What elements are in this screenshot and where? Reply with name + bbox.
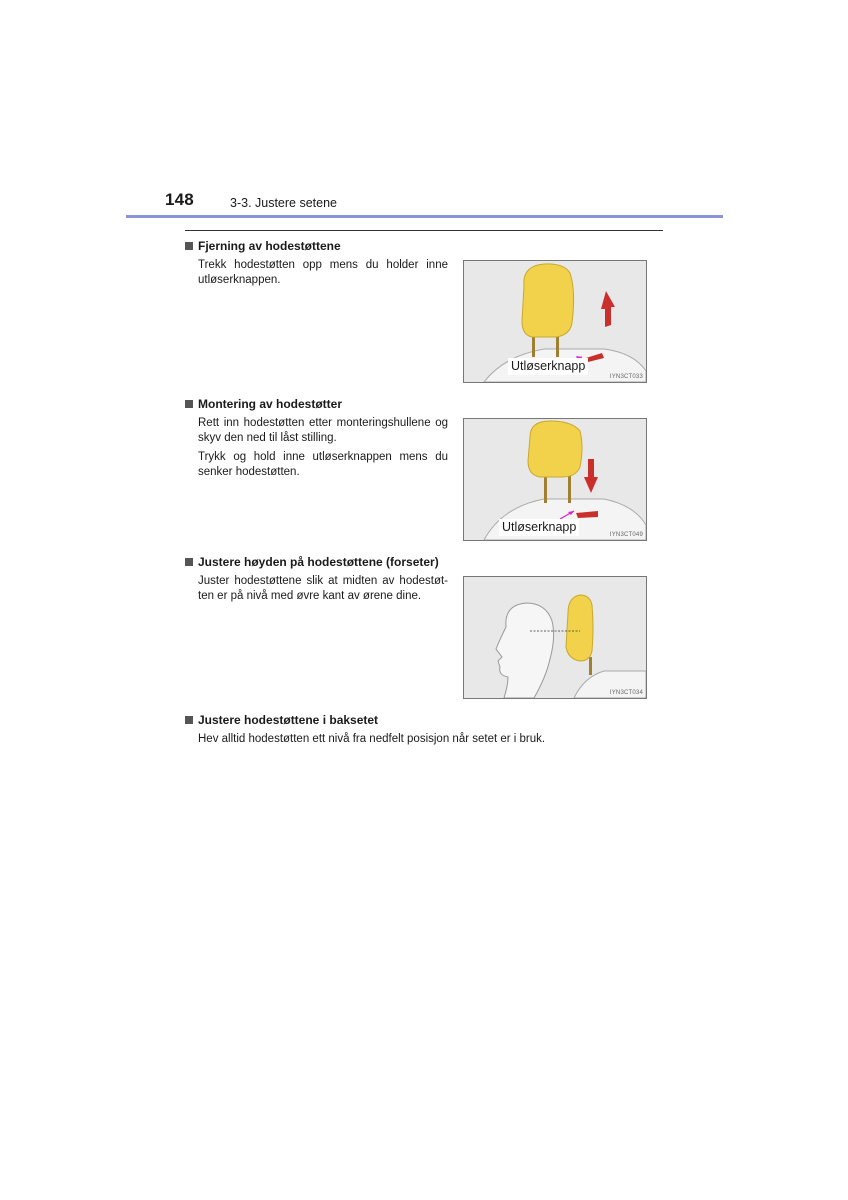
paragraph: Juster hodestøttene slik at midten av hodestøt-ten er på nivå med øvre kant av ørene dine. <box>198 575 448 602</box>
figure-headrest-removal <box>463 260 647 383</box>
square-bullet-icon <box>185 242 193 250</box>
figure-code: IYN3CT033 <box>609 374 643 380</box>
header-rule <box>126 215 723 218</box>
section-rear-headrests <box>185 712 655 747</box>
paragraph: Rett inn hodestøtten etter monteringshullene og skyv den ned til låst stilling. <box>198 417 448 444</box>
figure-headrest-installation <box>463 418 647 541</box>
release-button-callout: Utløserknapp <box>508 358 588 375</box>
figure-code: IYN3CT034 <box>609 690 643 696</box>
figure-headrest-height <box>463 576 647 699</box>
section-heading: Fjerning av hodestøttene <box>198 239 341 253</box>
section-heading: Justere høyden på hodestøttene (forseter) <box>198 555 439 569</box>
section-heading: Montering av hodestøtter <box>198 397 343 411</box>
page-number: 148 <box>165 190 194 209</box>
content-rule <box>185 230 663 231</box>
square-bullet-icon <box>185 558 193 566</box>
section-heading: Justere hodestøttene i baksetet <box>198 713 379 727</box>
square-bullet-icon <box>185 716 193 724</box>
release-button-callout: Utløserknapp <box>499 519 579 536</box>
headrest-height-illustration <box>464 577 646 698</box>
paragraph: Hev alltid hodestøtten ett nivå fra nedfelt posisjon når setet er i bruk. <box>198 733 546 745</box>
figure-code: IYN3CT049 <box>609 532 643 538</box>
square-bullet-icon <box>185 400 193 408</box>
paragraph: Trykk og hold inne utløserknappen mens du senker hodestøtten. <box>198 451 448 478</box>
paragraph: Trekk hodestøtten opp mens du holder inne utløserknappen. <box>198 259 448 286</box>
section-title: 3-3. Justere setene <box>230 196 338 210</box>
